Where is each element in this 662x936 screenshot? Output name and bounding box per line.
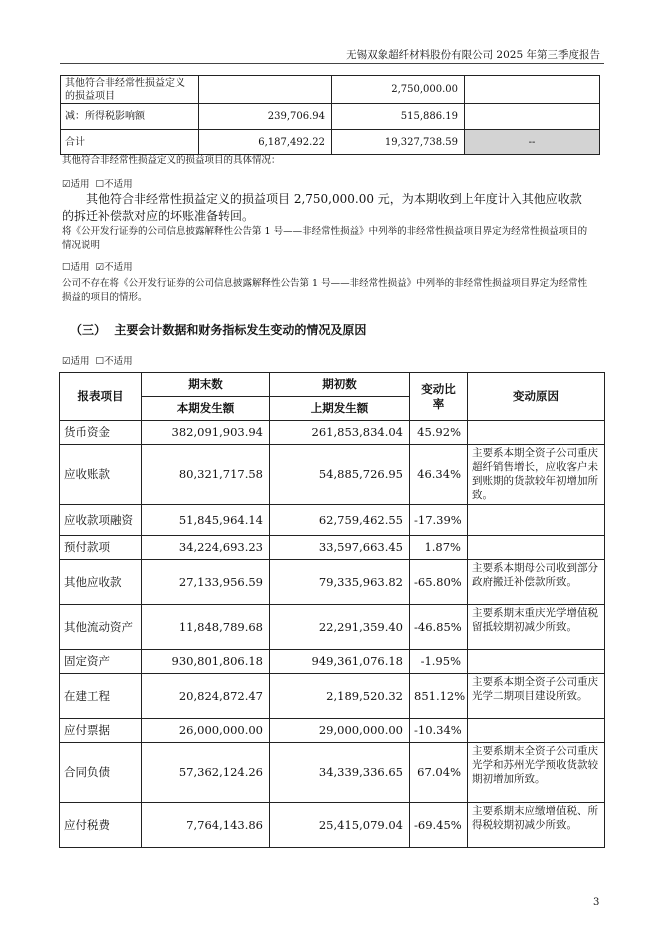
row-start: 2,189,520.32 (270, 674, 410, 719)
row-start: 34,339,336.65 (270, 743, 410, 803)
row-end: 57,362,124.26 (142, 743, 270, 803)
table-row (60, 650, 605, 674)
row-reason (468, 421, 605, 445)
row-end: 382,091,903.94 (142, 421, 270, 445)
row-change: -10.34% (410, 719, 468, 743)
header-change: 变动比率 (410, 373, 468, 421)
row-reason: 主要系期末重庆光学增值税留抵较期初减少所致。 (468, 605, 605, 650)
row-col1: 239,706.94 (199, 104, 332, 130)
not-applicable-checkbox[interactable]: ☐不适用 (95, 356, 133, 367)
applicable-checkbox[interactable]: ☑适用 (62, 356, 90, 367)
table-row (60, 803, 605, 848)
row-start: 29,000,000.00 (270, 719, 410, 743)
not-applicable-checkbox[interactable]: ☑不适用 (95, 262, 133, 273)
row-end: 7,764,143.86 (142, 803, 270, 848)
row-end: 26,000,000.00 (142, 719, 270, 743)
note2-body: 公司不存在将《公开发行证券的公司信息披露解释性公告第 1 号——非经常性损益》中列举的非经常性损益项目界定为经常性损益的项目的情形。 (62, 278, 588, 303)
row-start: 25,415,079.04 (270, 803, 410, 848)
row-col2: 515,886.19 (332, 104, 465, 130)
non-recurring-gains-table (60, 75, 600, 155)
note2-title: 将《公开发行证券的公司信息披露解释性公告第 1 号——非经常性损益》中列举的非经常性损益项目界定为经常性损益项目的情况说明 (62, 226, 588, 251)
row-item: 固定资产 (60, 650, 142, 674)
row-change: 46.34% (410, 445, 468, 505)
row-start: 62,759,462.55 (270, 505, 410, 536)
row-reason: 主要系期末应缴增值税、所得税较期初减少所致。 (468, 803, 605, 848)
row-change: -1.95% (410, 650, 468, 674)
checkbox-group-2 (62, 259, 133, 273)
note1-body: 其他符合非经常性损益定义的损益项目 2,750,000.00 元，为本期收到上年度计入其他应收款的拆迁补偿款对应的坏账准备转回。 (62, 192, 582, 223)
section-heading (70, 321, 366, 338)
row-reason (468, 650, 605, 674)
table-row (61, 76, 600, 104)
row-item: 合同负债 (60, 743, 142, 803)
row-end: 11,848,789.68 (142, 605, 270, 650)
row-reason (468, 536, 605, 560)
row-col3: -- (465, 130, 600, 155)
applicable-checkbox[interactable]: ☐适用 (62, 262, 90, 273)
row-change: -69.45% (410, 803, 468, 848)
row-item: 其他符合非经常性损益定义的损益项目 (61, 76, 199, 104)
table-row (60, 674, 605, 719)
table-row (60, 536, 605, 560)
note1-title: 其他符合非经常性损益定义的损益项目的具体情况： (62, 155, 281, 166)
row-change: 45.92% (410, 421, 468, 445)
row-col3 (465, 104, 600, 130)
header-previous: 上期发生额 (270, 397, 410, 421)
row-end: 20,824,872.47 (142, 674, 270, 719)
row-reason (468, 719, 605, 743)
row-col2: 19,327,738.59 (332, 130, 465, 155)
checkbox-group-1 (62, 176, 133, 190)
table-row (60, 743, 605, 803)
header-period-end: 期末数 (142, 373, 270, 397)
row-start: 79,335,963.82 (270, 560, 410, 605)
row-end: 27,133,956.59 (142, 560, 270, 605)
row-start: 261,853,834.04 (270, 421, 410, 445)
row-start: 22,291,359.40 (270, 605, 410, 650)
report-header-title: 无锡双象超纤材料股份有限公司 2025 年第三季度报告 (346, 49, 600, 61)
row-start: 54,885,726.95 (270, 445, 410, 505)
table-row (60, 560, 605, 605)
row-item: 减：所得税影响额 (61, 104, 199, 130)
table-row (60, 719, 605, 743)
row-col1 (199, 76, 332, 104)
table-header-row (60, 373, 605, 397)
section-number: （三） (70, 323, 107, 337)
checkbox-group-3 (62, 353, 133, 367)
row-change: 67.04% (410, 743, 468, 803)
row-item: 应收账款 (60, 445, 142, 505)
row-end: 51,845,964.14 (142, 505, 270, 536)
row-reason: 主要系本期母公司收到部分政府搬迁补偿款所致。 (468, 560, 605, 605)
row-change: 851.12% (410, 674, 468, 719)
table-row (60, 605, 605, 650)
row-end: 930,801,806.18 (142, 650, 270, 674)
header-current: 本期发生额 (142, 397, 270, 421)
row-start: 33,597,663.45 (270, 536, 410, 560)
row-item: 其他流动资产 (60, 605, 142, 650)
table-row (60, 505, 605, 536)
row-change: -17.39% (410, 505, 468, 536)
row-start: 949,361,076.18 (270, 650, 410, 674)
row-change: 1.87% (410, 536, 468, 560)
header-item: 报表项目 (60, 373, 142, 421)
row-reason: 主要系本期全资子公司重庆光学二期项目建设所致。 (468, 674, 605, 719)
page-number: 3 (593, 897, 600, 908)
row-change: -65.80% (410, 560, 468, 605)
row-change: -46.85% (410, 605, 468, 650)
not-applicable-checkbox[interactable]: ☐不适用 (95, 179, 133, 190)
row-reason (468, 505, 605, 536)
header-divider (60, 63, 604, 64)
row-item: 应收款项融资 (60, 505, 142, 536)
row-item: 货币资金 (60, 421, 142, 445)
row-reason: 主要系期末全资子公司重庆光学和苏州光学预收货款较期初增加所致。 (468, 743, 605, 803)
row-col3 (465, 76, 600, 104)
row-item: 预付款项 (60, 536, 142, 560)
section-title: 主要会计数据和财务指标发生变动的情况及原因 (114, 323, 367, 337)
row-item: 应付票据 (60, 719, 142, 743)
row-item: 合计 (61, 130, 199, 155)
row-item: 应付税费 (60, 803, 142, 848)
table-row (61, 104, 600, 130)
row-reason: 主要系本期全资子公司重庆超纤销售增长，应收客户未到账期的货款较年初增加所致。 (468, 445, 605, 505)
financial-changes-table (59, 372, 605, 848)
table-row (61, 130, 600, 155)
header-reason: 变动原因 (468, 373, 605, 421)
row-col1: 6,187,492.22 (199, 130, 332, 155)
table-row (60, 445, 605, 505)
table-row (60, 421, 605, 445)
row-item: 其他应收款 (60, 560, 142, 605)
row-item: 在建工程 (60, 674, 142, 719)
header-period-start: 期初数 (270, 373, 410, 397)
row-end: 80,321,717.58 (142, 445, 270, 505)
row-end: 34,224,693.23 (142, 536, 270, 560)
row-col2: 2,750,000.00 (332, 76, 465, 104)
applicable-checkbox[interactable]: ☑适用 (62, 179, 90, 190)
